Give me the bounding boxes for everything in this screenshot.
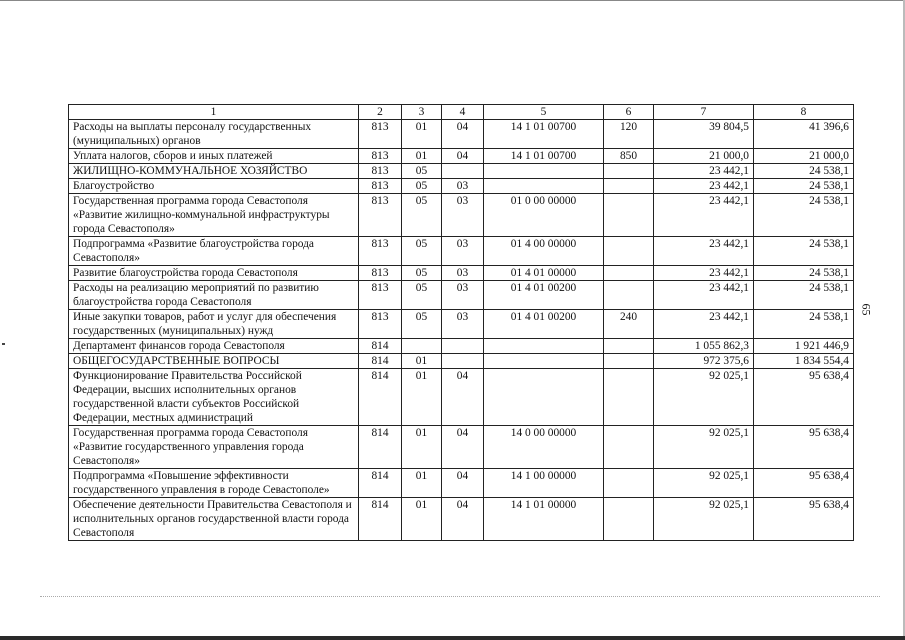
cell-name: Департамент финансов города Севастополя bbox=[69, 339, 359, 354]
page-number: 65 bbox=[859, 303, 874, 316]
cell-expense-type bbox=[604, 469, 654, 498]
cell-name: Государственная программа города Севастополя «Развитие жилищно-коммунальной инфраструктуры города Севастополя» bbox=[69, 194, 359, 237]
cell-admin-code: 814 bbox=[359, 426, 402, 469]
cell-amount-1: 972 375,6 bbox=[654, 354, 754, 369]
cell-amount-2: 24 538,1 bbox=[754, 281, 854, 310]
cell-amount-2: 24 538,1 bbox=[754, 237, 854, 266]
cell-name: ОБЩЕГОСУДАРСТВЕННЫЕ ВОПРОСЫ bbox=[69, 354, 359, 369]
column-header: 1 bbox=[69, 105, 359, 120]
table-row bbox=[69, 369, 854, 426]
cell-subsection: 03 bbox=[442, 179, 484, 194]
cell-amount-2: 24 538,1 bbox=[754, 164, 854, 179]
cell-name: Благоустройство bbox=[69, 179, 359, 194]
cell-amount-1: 23 442,1 bbox=[654, 310, 754, 339]
cell-subsection: 03 bbox=[442, 194, 484, 237]
cell-target-article bbox=[484, 369, 604, 426]
column-header: 8 bbox=[754, 105, 854, 120]
table-row bbox=[69, 179, 854, 194]
cell-amount-2: 95 638,4 bbox=[754, 469, 854, 498]
cell-expense-type bbox=[604, 266, 654, 281]
cell-target-article: 01 4 01 00000 bbox=[484, 266, 604, 281]
cell-target-article: 14 1 01 00000 bbox=[484, 498, 604, 541]
cell-name: Подпрограмма «Повышение эффективности государственного управления в городе Севастополе» bbox=[69, 469, 359, 498]
cell-amount-1: 23 442,1 bbox=[654, 164, 754, 179]
cell-section: 01 bbox=[402, 354, 442, 369]
cell-section: 01 bbox=[402, 498, 442, 541]
cell-expense-type bbox=[604, 498, 654, 541]
table-row bbox=[69, 149, 854, 164]
cell-expense-type bbox=[604, 354, 654, 369]
cell-subsection: 04 bbox=[442, 149, 484, 164]
table-row bbox=[69, 339, 854, 354]
cell-target-article: 01 4 01 00200 bbox=[484, 281, 604, 310]
cell-section: 05 bbox=[402, 266, 442, 281]
cell-target-article: 01 4 01 00200 bbox=[484, 310, 604, 339]
cell-section: 01 bbox=[402, 149, 442, 164]
cell-subsection: 03 bbox=[442, 237, 484, 266]
cell-name: Уплата налогов, сборов и иных платежей bbox=[69, 149, 359, 164]
table-row bbox=[69, 266, 854, 281]
cell-section: 05 bbox=[402, 310, 442, 339]
table-row bbox=[69, 310, 854, 339]
cell-target-article bbox=[484, 179, 604, 194]
cell-amount-2: 95 638,4 bbox=[754, 426, 854, 469]
cell-amount-2: 24 538,1 bbox=[754, 179, 854, 194]
cell-subsection: 04 bbox=[442, 426, 484, 469]
cell-amount-1: 92 025,1 bbox=[654, 498, 754, 541]
cell-target-article bbox=[484, 354, 604, 369]
column-header: 2 bbox=[359, 105, 402, 120]
table-row bbox=[69, 354, 854, 369]
cell-admin-code: 813 bbox=[359, 179, 402, 194]
cell-expense-type: 240 bbox=[604, 310, 654, 339]
column-header: 6 bbox=[604, 105, 654, 120]
cell-name: Расходы на реализацию мероприятий по развитию благоустройства города Севастополя bbox=[69, 281, 359, 310]
cell-amount-2: 24 538,1 bbox=[754, 310, 854, 339]
cell-subsection: 04 bbox=[442, 498, 484, 541]
cell-expense-type bbox=[604, 339, 654, 354]
cell-name: Обеспечение деятельности Правительства Севастополя и исполнительных органов государственной власти города Севастополя bbox=[69, 498, 359, 541]
cell-target-article bbox=[484, 164, 604, 179]
cell-expense-type bbox=[604, 164, 654, 179]
cell-subsection bbox=[442, 354, 484, 369]
cell-amount-1: 23 442,1 bbox=[654, 266, 754, 281]
scan-dots bbox=[40, 596, 880, 598]
table-row bbox=[69, 426, 854, 469]
cell-expense-type bbox=[604, 426, 654, 469]
cell-admin-code: 814 bbox=[359, 498, 402, 541]
cell-subsection: 04 bbox=[442, 469, 484, 498]
cell-expense-type bbox=[604, 369, 654, 426]
column-header: 7 bbox=[654, 105, 754, 120]
cell-admin-code: 813 bbox=[359, 266, 402, 281]
cell-admin-code: 813 bbox=[359, 237, 402, 266]
cell-amount-1: 23 442,1 bbox=[654, 179, 754, 194]
cell-name: ЖИЛИЩНО-КОММУНАЛЬНОЕ ХОЗЯЙСТВО bbox=[69, 164, 359, 179]
cell-amount-1: 92 025,1 bbox=[654, 426, 754, 469]
cell-section: 05 bbox=[402, 164, 442, 179]
table-row bbox=[69, 281, 854, 310]
cell-amount-1: 23 442,1 bbox=[654, 194, 754, 237]
cell-expense-type bbox=[604, 281, 654, 310]
budget-table bbox=[68, 104, 854, 541]
table-row bbox=[69, 164, 854, 179]
cell-amount-2: 41 396,6 bbox=[754, 120, 854, 149]
cell-target-article bbox=[484, 339, 604, 354]
header-row bbox=[69, 105, 854, 120]
column-header: 3 bbox=[402, 105, 442, 120]
cell-section: 01 bbox=[402, 369, 442, 426]
cell-amount-2: 24 538,1 bbox=[754, 194, 854, 237]
table-row bbox=[69, 120, 854, 149]
cell-target-article: 14 0 00 00000 bbox=[484, 426, 604, 469]
cell-admin-code: 813 bbox=[359, 310, 402, 339]
cell-amount-1: 21 000,0 bbox=[654, 149, 754, 164]
cell-expense-type bbox=[604, 194, 654, 237]
cell-amount-2: 24 538,1 bbox=[754, 266, 854, 281]
cell-section: 05 bbox=[402, 179, 442, 194]
table-row bbox=[69, 237, 854, 266]
cell-admin-code: 814 bbox=[359, 369, 402, 426]
cell-expense-type: 850 bbox=[604, 149, 654, 164]
cell-subsection: 04 bbox=[442, 369, 484, 426]
column-header: 5 bbox=[484, 105, 604, 120]
cell-amount-2: 21 000,0 bbox=[754, 149, 854, 164]
cell-amount-2: 95 638,4 bbox=[754, 369, 854, 426]
cell-amount-1: 92 025,1 bbox=[654, 369, 754, 426]
cell-admin-code: 813 bbox=[359, 149, 402, 164]
cell-target-article: 14 1 01 00700 bbox=[484, 120, 604, 149]
cell-name: Иные закупки товаров, работ и услуг для обеспечения государственных (муниципальных) нужд bbox=[69, 310, 359, 339]
cell-subsection bbox=[442, 164, 484, 179]
cell-amount-2: 95 638,4 bbox=[754, 498, 854, 541]
cell-target-article: 01 4 00 00000 bbox=[484, 237, 604, 266]
cell-admin-code: 814 bbox=[359, 339, 402, 354]
cell-subsection: 04 bbox=[442, 120, 484, 149]
cell-section: 05 bbox=[402, 237, 442, 266]
cell-amount-1: 1 055 862,3 bbox=[654, 339, 754, 354]
cell-section: 05 bbox=[402, 194, 442, 237]
cell-expense-type: 120 bbox=[604, 120, 654, 149]
cell-admin-code: 813 bbox=[359, 164, 402, 179]
cell-amount-1: 39 804,5 bbox=[654, 120, 754, 149]
cell-section: 01 bbox=[402, 426, 442, 469]
cell-admin-code: 814 bbox=[359, 354, 402, 369]
cell-admin-code: 813 bbox=[359, 281, 402, 310]
cell-name: Расходы на выплаты персоналу государственных (муниципальных) органов bbox=[69, 120, 359, 149]
cell-amount-2: 1 834 554,4 bbox=[754, 354, 854, 369]
table-row bbox=[69, 469, 854, 498]
cell-section: 05 bbox=[402, 281, 442, 310]
cell-name: Функционирование Правительства Российской Федерации, высших исполнительных органов государственной власти субъектов Российской Федерации, местных администраций bbox=[69, 369, 359, 426]
cell-admin-code: 813 bbox=[359, 194, 402, 237]
column-header: 4 bbox=[442, 105, 484, 120]
scan-mark bbox=[2, 343, 5, 345]
cell-subsection: 03 bbox=[442, 310, 484, 339]
cell-name: Государственная программа города Севастополя «Развитие государственного управления города Севастополя» bbox=[69, 426, 359, 469]
cell-amount-1: 23 442,1 bbox=[654, 281, 754, 310]
cell-subsection bbox=[442, 339, 484, 354]
cell-name: Развитие благоустройства города Севастополя bbox=[69, 266, 359, 281]
cell-subsection: 03 bbox=[442, 266, 484, 281]
cell-expense-type bbox=[604, 179, 654, 194]
cell-target-article: 01 0 00 00000 bbox=[484, 194, 604, 237]
cell-section bbox=[402, 339, 442, 354]
cell-admin-code: 814 bbox=[359, 469, 402, 498]
cell-subsection: 03 bbox=[442, 281, 484, 310]
cell-admin-code: 813 bbox=[359, 120, 402, 149]
cell-expense-type bbox=[604, 237, 654, 266]
table-row bbox=[69, 498, 854, 541]
cell-amount-1: 92 025,1 bbox=[654, 469, 754, 498]
table-row bbox=[69, 194, 854, 237]
cell-name: Подпрограмма «Развитие благоустройства города Севастополя» bbox=[69, 237, 359, 266]
scan-edge-top bbox=[0, 0, 905, 1]
cell-section: 01 bbox=[402, 120, 442, 149]
cell-target-article: 14 1 01 00700 bbox=[484, 149, 604, 164]
scan-edge-bottom bbox=[0, 636, 905, 640]
cell-section: 01 bbox=[402, 469, 442, 498]
cell-target-article: 14 1 00 00000 bbox=[484, 469, 604, 498]
cell-amount-2: 1 921 446,9 bbox=[754, 339, 854, 354]
cell-amount-1: 23 442,1 bbox=[654, 237, 754, 266]
